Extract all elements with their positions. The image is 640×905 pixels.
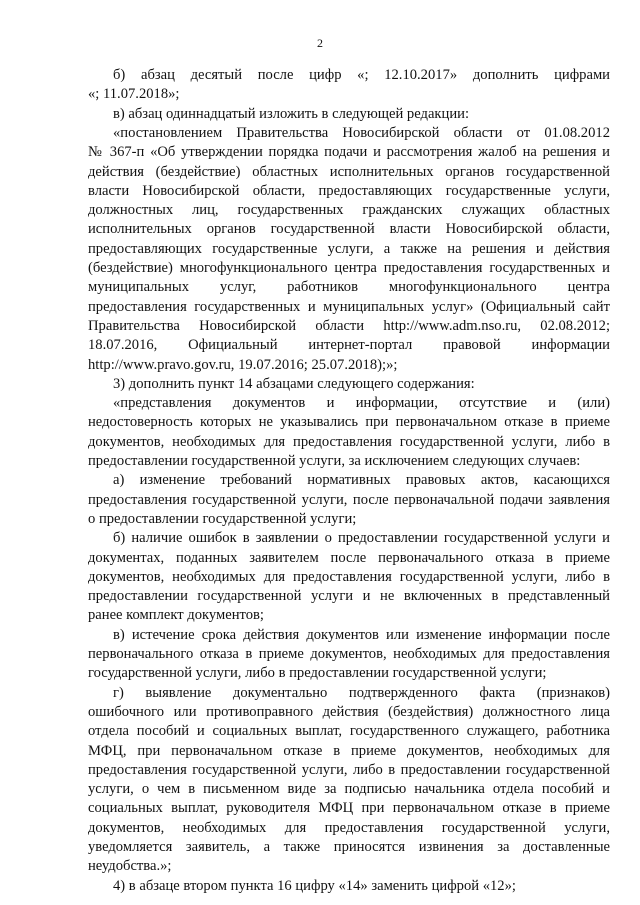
text-line: предоставлении государственной услуги, за исключением следующих случаев: (88, 453, 581, 469)
text-line: первоначального отказа в приеме документов, необходимых для предоставления (88, 646, 610, 662)
text-line: МФЦ, при первоначальном отказе в приеме документов, необходимых для (88, 742, 610, 759)
text-line: предоставления государственных и муниципальных услуг» (Официальный сайт (88, 298, 610, 315)
text-line: документов, необходимых для предоставления государственной услуги, либо в (88, 433, 610, 450)
text-line: (бездействие) многофункционального центра предоставления государственных и (88, 260, 610, 276)
text-line: «представления документов и информации, отсутствие и (или) (113, 395, 610, 412)
text-line: власти Новосибирской области, предоставляющих государственные услуги, (88, 182, 610, 199)
text-line: уведомляется заявитель, а также приносятся извинения за доставленные (88, 839, 610, 855)
text-line: «постановлением Правительства Новосибирской области от 01.08.2012 (113, 124, 610, 141)
text-line: документах, поданных заявителем после первоначального отказа в приеме (88, 549, 610, 566)
text-line: г) выявление документально подтвержденного факта (признаков) (113, 684, 610, 701)
text-line: недостоверность которых не указывались при первоначальном отказе в приеме (88, 414, 610, 431)
text-line: документов, необходимых для предоставления государственной услуги, (88, 819, 610, 836)
text-line: ранее комплект документов; (88, 607, 264, 624)
text-line: http://www.pravo.gov.ru, 19.07.2016; 25.07.2018);»; (88, 356, 398, 373)
text-line: 18.07.2016, Официальный интернет-портал правовой информации (88, 337, 610, 354)
text-line: в) абзац одиннадцатый изложить в следующей редакции: (113, 105, 469, 122)
text-line: Правительства Новосибирской области http://www.adm.nso.ru, 02.08.2012; (88, 317, 610, 334)
text-line: социальных выплат, руководителя МФЦ при первоначальном отказе в приеме (88, 800, 610, 817)
text-line: а) изменение требований нормативных правовых актов, касающихся (113, 472, 610, 489)
text-line: 4) в абзаце втором пункта 16 цифру «14» заменить цифрой «12»; (113, 877, 516, 894)
text-line: 3) дополнить пункт 14 абзацами следующего содержания: (113, 375, 475, 392)
text-line: предоставления государственной услуги, после первоначальной подачи заявления (88, 491, 610, 508)
text-line: муниципальных услуг, работников многофункционального центра (88, 279, 610, 296)
text-line: предоставляющих государственные услуги, а также на решения и действия (88, 240, 610, 257)
text-line: предоставления государственной услуги, либо в предоставлении государственной (88, 761, 610, 778)
text-line: ошибочного или противоправного действия (бездействия) должностного лица (88, 703, 610, 720)
text-line: «; 11.07.2018»; (88, 86, 180, 103)
text-line: в) истечение срока действия документов или изменение информации после (113, 626, 610, 643)
text-line: документов, необходимых для предоставления государственной услуги, либо в (88, 568, 610, 585)
page-number: 2 (317, 36, 323, 50)
text-line: отдела пособий и социальных выплат, государственного служащего, работника (88, 723, 610, 740)
text-line: действия (бездействие) областных исполнительных органов государственной (88, 163, 610, 180)
text-line: исполнительных органов государственной власти Новосибирской области, (88, 221, 610, 238)
text-line: должностных лиц, государственных гражданских служащих областных (88, 202, 610, 219)
text-line: государственной услуги, либо в предоставлении государственной услуги; (88, 665, 547, 682)
text-line: о предоставлении государственной услуги; (88, 510, 357, 527)
text-line: услуги, о чем в письменном виде за подписью начальника отдела пособий и (88, 781, 610, 798)
text-line: неудобства.»; (88, 858, 172, 875)
text-line: предоставлении государственной услуги и не включенных в представленный (88, 588, 610, 605)
text-line: № 367-п «Об утверждении порядка подачи и рассмотрения жалоб на решения и (88, 144, 610, 161)
text-line: б) абзац десятый после цифр «; 12.10.2017» дополнить цифрами (113, 67, 610, 83)
text-line: б) наличие ошибок в заявлении о предоставлении государственной услуги и (113, 530, 610, 547)
